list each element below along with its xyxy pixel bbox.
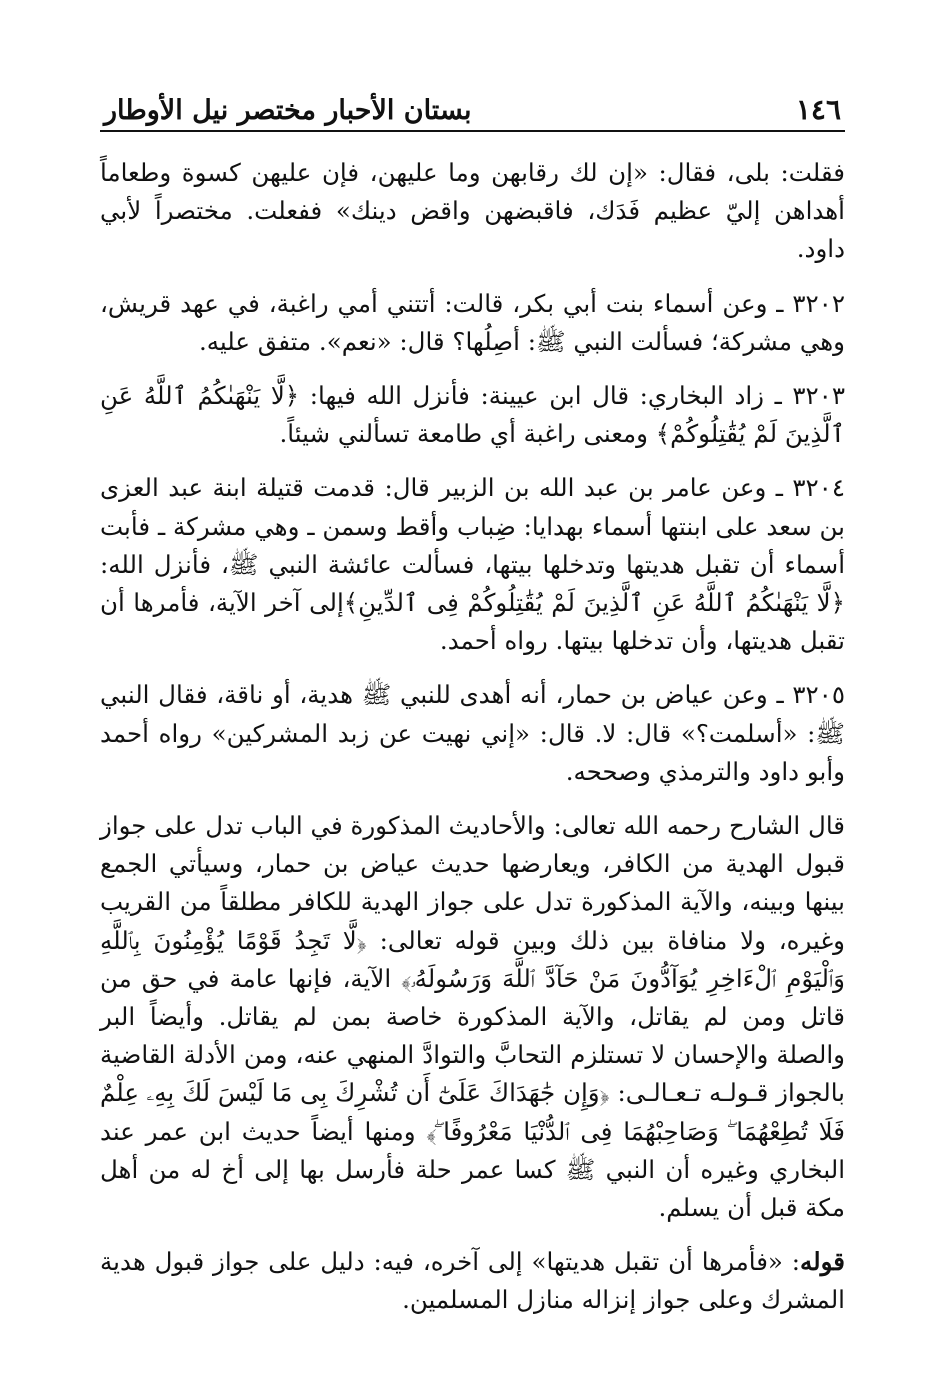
book-title: بستان الأحبار مختصر نيل الأوطار xyxy=(104,95,472,126)
hadith-number: ٣٢٠٣ xyxy=(792,381,845,411)
page-body xyxy=(100,154,845,1320)
paragraph-text: ـ زاد البخاري: قال ابن عيينة: فأنزل الله فيها: ﴿لَّا يَنْهَىٰكُمُ ٱللَّهُ عَنِ ٱلَّذِينَ لَمْ يُقَٰتِلُوكُمْ﴾ ومعنى راغبة أي طامعة تسألني شيئاً. xyxy=(100,381,845,449)
paragraph-text: ـ وعن عامر بن عبد الله بن الزبير قال: قدمت قتيلة ابنة عبد العزى بن سعد على ابنتها أسماء بهدايا: ضِباب وأقط وسمن ـ وهي مشركة ـ فأبت أسماء أن تقبل هديتها وتدخلها بيتها، فسألت عائشة النبي ﷺ، فأنزل الله: ﴿لَّا يَنْهَىٰكُمُ ٱللَّهُ عَنِ ٱلَّذِينَ لَمْ يُقَٰتِلُوكُمْ فِى ٱلدِّينِ﴾إلى آخر الآية، فأمرها أن تقبل هديتها، وأن تدخلها بيتها. رواه أحمد. xyxy=(100,473,846,656)
commentary-note xyxy=(100,1243,845,1319)
commentary-paragraph xyxy=(100,807,845,1227)
hadith-number: ٣٢٠٢ xyxy=(792,288,845,318)
hadith-number: ٣٢٠٤ xyxy=(792,473,845,503)
hadith-3204 xyxy=(100,469,845,660)
paragraph-text: ـ وعن عياض بن حمار، أنه أهدى للنبي ﷺ هدية، أو ناقة، فقال النبي ﷺ: «أسلمت؟» قال: لا. قال: «إني نهيت عن زبد المشركين» رواه أحمد وأبو داود والترمذي وصححه. xyxy=(100,680,845,786)
paragraph-text: ـ وعن أسماء بنت أبي بكر، قالت: أتتني أمي راغبة، في عهد قريش، وهي مشركة؛ فسألت النبي ﷺ: أصِلُها؟ قال: «نعم». متفق عليه. xyxy=(100,288,845,356)
paragraph-text: قال الشارح رحمه الله تعالى: والأحاديث المذكورة في الباب تدل على جواز قبول الهدية من الكافر، ويعارضها حديث عياض بن حمار، وسيأتي الجمع بينها وبينه، والآية المذكورة تدل على جواز الهدية للكافر مطلقاً من القريب وغيره، ولا منافاة بين ذلك وبين قوله تعالى: ﴿لَّا تَجِدُ قَوْمًا يُؤْمِنُونَ بِٱللَّهِ وَٱلْيَوْمِ ٱلْءَاخِرِ يُوَآدُّونَ مَنْ حَآدَّ ٱللَّهَ وَرَسُولَهُۥ﴾ الآية، فإنها عامة في حق من قاتل ومن لم يقاتل، والآية المذكورة خاصة بمن لم يقاتل. وأيضاً البر والصلة والإحسان لا تستلزم التحابَّ والتوادَّ المنهي عنه، ومن الأدلة القاضية بالجواز قـولـه تـعـالـى: ﴿وَإِن جَٰهَدَاكَ عَلَىٰٓ أَن تُشْرِكَ بِى مَا لَيْسَ لَكَ بِهِۦ عِلْمٌ فَلَا تُطِعْهُمَا ۖ وَصَاحِبْهُمَا فِى ٱلدُّنْيَا مَعْرُوفًا ۖ﴾ ومنها أيضاً حديث ابن عمر عند البخاري وغيره أن النبي ﷺ كسا عمر حلة فأرسل بها إلى أخ له من أهل مكة قبل أن يسلم. xyxy=(100,811,845,1223)
note-lead-word: قوله xyxy=(800,1247,845,1277)
paragraph-intro xyxy=(100,154,845,269)
hadith-3205 xyxy=(100,676,845,791)
book-page xyxy=(100,70,845,1320)
hadith-3203 xyxy=(100,377,845,453)
running-header xyxy=(100,70,845,132)
page-number: ١٤٦ xyxy=(795,93,841,126)
hadith-3202 xyxy=(100,285,845,361)
hadith-number: ٣٢٠٥ xyxy=(792,680,845,710)
paragraph-text: فقلت: بلى، فقال: «إن لك رقابهن وما عليهن، فإن عليهن كسوة وطعاماً أهداهن إليّ عظيم فَدَك، فاقبضهن واقض دينك» ففعلت. مختصراً لأبي داود. xyxy=(100,158,845,264)
paragraph-text: : «فأمرها أن تقبل هديتها» إلى آخره، فيه: دليل على جواز قبول هدية المشرك وعلى جواز إنزاله منازل المسلمين. xyxy=(100,1247,845,1315)
